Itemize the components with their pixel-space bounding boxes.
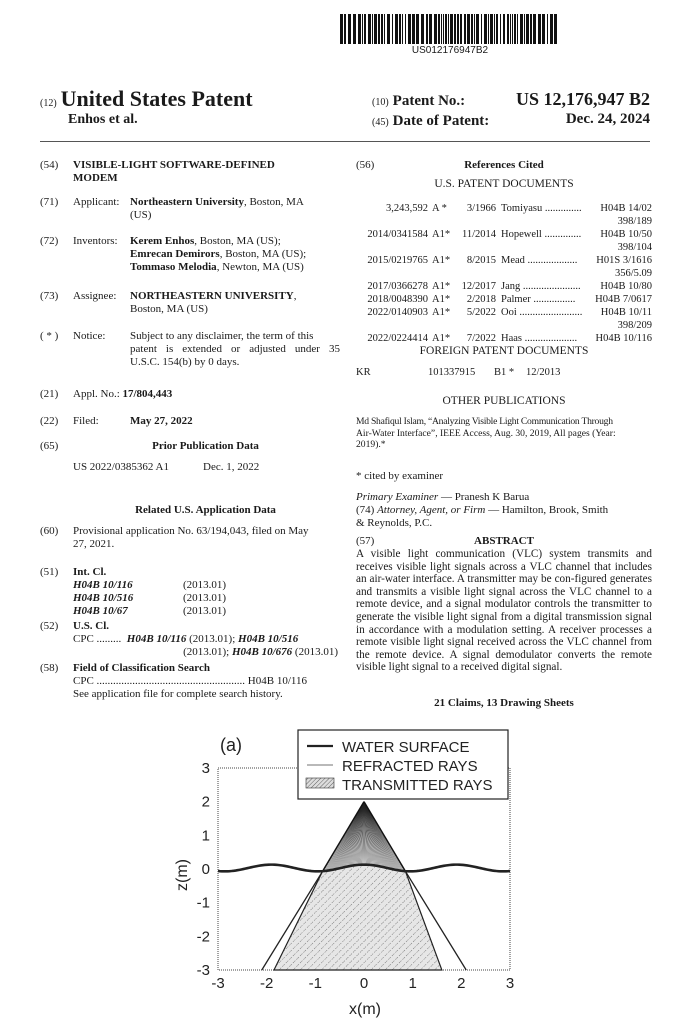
us-doc-number: 3,243,592 [386,203,428,214]
inventor-name: Tommaso Melodia [130,261,217,273]
us-cl-code: (52) [40,620,59,632]
us-doc-date: 11/2014 [461,229,496,240]
x-tick-label: -2 [259,975,274,992]
filed-label: Filed: [73,415,99,427]
us-cl-label: U.S. Cl. [73,620,110,632]
y-tick-label: 1 [201,827,210,845]
y-tick-label: 2 [201,793,210,811]
other-publication [356,416,656,451]
us-patent-doc-row [356,280,656,294]
transmitted-rays-region [274,865,442,970]
assignee-name: NORTHEASTERN UNIVERSITY [130,290,294,302]
x-tick-label: 0 [359,975,369,992]
us-cl-class: H04B 10/116 [126,633,187,645]
y-tick-label: -2 [196,928,210,946]
us-patent-doc-subclass-row [356,241,656,255]
us-doc-date: 5/2022 [466,307,496,318]
int-cl-class: H04B 10/116 [73,579,133,591]
us-doc-date: 8/2015 [466,255,496,266]
legend-transmitted-rays-swatch [306,778,334,788]
int-cl-version: (2013.01) [183,605,227,617]
foreign-kind: B1 * [494,367,515,378]
us-doc-kind: A1* [432,333,451,344]
inventor-location: , Newton, MA (US) [216,261,304,273]
int-cl-version: (2013.01) [183,579,227,591]
foreign-number: 101337915 [428,367,476,378]
appl-no-label: Appl. No.: [73,388,120,400]
us-patent-doc-row [356,306,656,320]
barcode-image [340,14,558,44]
us-doc-subclass: 398/189 [617,216,652,227]
int-cl-item [73,592,273,605]
us-doc-class: H04B 10/50 [600,229,652,240]
invention-title [73,159,333,185]
applicant-name: Northeastern University [130,196,244,208]
int-cl-code: (51) [40,566,59,578]
appl-code: (21) [40,388,59,400]
us-doc-number: 2015/0219765 [367,255,428,266]
notice-text [130,330,340,369]
date-label: Date of Patent: [392,113,490,129]
inventor-item [130,235,340,248]
attorney-name-cont: & Reynolds, P.C. [356,517,433,529]
patent-no-code: (10) [372,97,389,108]
assignee-location: Boston, MA (US) [130,303,208,315]
us-doc-number: 2014/0341584 [367,229,428,240]
us-doc-class: H04B 10/116 [595,333,652,344]
inventor-item [130,248,340,261]
examiner-label: Primary Examiner [356,491,439,503]
assignee-label: Assignee: [73,290,117,302]
other-publication-line: Md Shafiqul Islam, “Analyzing Visible Light Communication Through [356,416,613,427]
inventor-name: Emrecan Demirors [130,248,220,260]
us-patent-doc-subclass-row [356,215,656,229]
invention-title-line2: MODEM [73,172,118,184]
us-doc-class: H04B 10/80 [600,281,652,292]
us-doc-date: 12/2017 [461,281,496,292]
primary-examiner [356,491,529,504]
figure-a [170,725,530,1020]
us-doc-kind: A1* [432,281,451,292]
us-patent-doc-row [356,293,656,307]
provisional-line: 27, 2021. [73,538,115,550]
us-doc-inventor: Ooi ........................ [501,307,583,318]
us-docs-heading: U.S. PATENT DOCUMENTS [434,178,574,190]
us-doc-subclass: 356/5.09 [614,268,652,279]
date-of-patent: Dec. 24, 2024 [565,111,650,127]
references-heading: References Cited [464,159,544,171]
patent-number: US 12,176,947 B2 [515,89,650,109]
x-tick-label: -1 [308,975,323,992]
notice-line: patent is extended or adjusted under 35 [130,343,340,355]
abstract-code: (57) [356,535,375,547]
us-doc-number: 2018/0048390 [367,294,428,305]
notice-code: ( * ) [40,330,59,342]
patent-no-label: Patent No.: [392,93,466,109]
inventor-location: , Boston, MA (US); [194,235,281,247]
us-doc-kind: A * [432,203,447,214]
legend-transmitted-rays: TRANSMITTED RAYS [342,777,493,794]
us-patent-doc-row [356,202,656,216]
assignee [130,290,340,316]
y-tick-label: 0 [201,861,210,878]
us-patent-doc-row [356,228,656,242]
appl-no-value: 17/804,443 [122,388,173,400]
us-cl-class: H04B 10/516 [238,633,299,645]
patent-title-header: United States Patent [60,86,253,111]
int-cl-version: (2013.01) [183,592,227,604]
y-tick-label: 3 [201,760,210,777]
us-doc-date: 3/1966 [466,203,496,214]
us-doc-number: 2017/0366278 [367,281,428,292]
other-publication-line: Air-Water Interface”, IEEE Access, Aug. 30, 2019, All pages (Year: [356,427,616,439]
x-tick-label: 2 [457,975,466,992]
us-doc-inventor: Palmer ................ [501,294,576,305]
attorney-code: (74) [356,504,378,516]
legend-water-surface: WATER SURFACE [342,739,470,756]
int-cl-class: H04B 10/67 [73,605,128,617]
int-cl-item [73,579,273,592]
header-divider [40,141,650,142]
patent-type-header [40,86,253,112]
assignee-code: (73) [40,290,59,302]
references-code: (56) [356,159,375,171]
applicant-code: (71) [40,196,59,208]
assignee-comma: , [293,290,297,302]
prior-pub-date: Dec. 1, 2022 [203,461,260,473]
us-patent-doc-row [356,254,656,268]
prior-pub-heading: Prior Publication Data [152,440,259,452]
x-tick-label: 3 [505,975,515,992]
other-publications-heading: OTHER PUBLICATIONS [442,395,566,407]
x-tick-label: 1 [408,975,417,992]
us-cl-version: (2013.01) [292,646,338,658]
us-doc-class: H04B 7/0617 [595,294,652,305]
field-search-label: Field of Classification Search [73,662,210,674]
notice-line: Subject to any disclaimer, the term of this [130,330,314,342]
us-doc-kind: A1* [432,294,451,305]
applicant-country: (US) [130,209,152,221]
y-tick-label: -3 [196,962,210,979]
us-doc-inventor: Jang ...................... [501,281,581,292]
inventors-code: (72) [40,235,59,247]
us-doc-number: 2022/0140903 [367,307,428,318]
filed-date: May 27, 2022 [130,415,193,427]
foreign-date: 12/2013 [526,367,561,378]
us-doc-date: 7/2022 [466,333,496,344]
us-doc-date: 2/2018 [466,294,496,305]
provisional-line: Provisional application No. 63/194,043, filed on May [73,525,309,537]
notice-line: U.S.C. 154(b) by 0 days. [130,356,240,368]
legend [298,730,508,799]
us-doc-kind: A1* [432,255,451,266]
us-patent-doc-row [356,332,656,346]
prior-pub-code: (65) [40,440,59,452]
us-cl-class: H04B 10/676 [231,646,293,658]
us-cl-cpc [73,633,338,659]
field-search-cpc: CPC ...................................................... H04B 10/116 [73,675,307,687]
inventor-name: Kerem Enhos [130,235,195,247]
field-search-note: See application file for complete search history. [73,688,283,700]
appl-no [73,388,172,401]
inventor-item [130,261,340,274]
x-axis-label: x(m) [349,1001,381,1018]
attorney [356,504,656,530]
panel-label: (a) [220,735,242,755]
foreign-docs-heading: FOREIGN PATENT DOCUMENTS [419,345,589,357]
inventor-location: , Boston, MA (US); [219,248,307,260]
us-doc-inventor: Tomiyasu .............. [501,203,582,214]
us-doc-subclass: 398/104 [617,242,652,253]
authors: Enhos et al. [68,112,138,127]
barcode-number: US012176947B2 [411,45,489,56]
us-cl-cpc-label: CPC ......... [73,633,122,645]
int-cl-class: H04B 10/516 [73,592,134,604]
applicant-location: , Boston, MA [243,196,304,208]
int-cl-list [73,579,273,618]
y-tick-label: -1 [196,894,210,912]
applicant [130,196,340,222]
prior-pub-number: US 2022/0385362 A1 [73,461,169,473]
us-doc-class: H01S 3/1616 [596,255,652,266]
attorney-name: — Hamilton, Brook, Smith [485,504,609,516]
us-doc-class: H04B 10/11 [600,307,652,318]
date-row [372,112,489,130]
legend-refracted-rays: REFRACTED RAYS [342,758,478,775]
us-doc-inventor: Haas .................... [501,333,578,344]
us-cl-version: (2013.01); [183,646,232,658]
attorney-label: Attorney, Agent, or Firm [377,504,486,516]
claims-summary: 21 Claims, 13 Drawing Sheets [434,697,574,709]
abstract-heading: ABSTRACT [474,535,534,547]
applicant-label: Applicant: [73,196,120,208]
patent-number-row [372,92,465,110]
int-cl-label: Int. Cl. [73,566,107,578]
us-doc-number: 2022/0224414 [367,333,428,344]
us-doc-kind: A1* [432,307,451,318]
field-search-code: (58) [40,662,59,674]
foreign-country: KR [356,367,371,378]
us-patent-doc-subclass-row [356,267,656,281]
us-doc-class: H04B 14/02 [600,203,652,214]
int-cl-item [73,605,273,618]
invention-title-line1: VISIBLE-LIGHT SOFTWARE-DEFINED [73,159,275,171]
us-doc-inventor: Hopewell .............. [501,229,582,240]
cited-by-examiner-note: * cited by examiner [356,470,444,482]
us-doc-kind: A1* [432,229,451,240]
provisional-application [73,525,343,551]
date-code: (45) [372,117,389,128]
abstract-text: A visible light communication (VLC) system transmits and receives visible light signals across a VLC channel that includes an air-water interface. A transmitter may be con-figured generates and transmits a visible light signal across the VLC channel to a remote device, and a signal modulator controls the transmitter to generate the visible light signal from a digital transmission signal in accordance with a modulation setting. A receiver processes a remote visible light signal received across the VLC channel from the remote device. A signal demodulator converts the remote visible light signal to a received digital signal. [356,548,652,674]
provisional-code: (60) [40,525,59,537]
us-doc-inventor: Mead ................... [501,255,578,266]
kind-code-label: (12) [40,98,57,109]
title-code: (54) [40,159,59,171]
y-axis-label: z(m) [174,859,191,891]
examiner-name: — Pranesh K Barua [438,491,530,503]
other-publication-line: 2019).* [356,439,386,450]
notice-label: Notice: [73,330,106,342]
x-tick-label: -3 [211,975,225,992]
related-data-heading: Related U.S. Application Data [135,504,276,516]
foreign-doc-row [356,366,656,380]
inventors-label: Inventors: [73,235,118,247]
us-cl-version: (2013.01); [186,633,239,645]
filed-code: (22) [40,415,59,427]
us-doc-subclass: 398/209 [617,320,652,331]
us-patent-doc-subclass-row [356,319,656,333]
inventors-list [130,235,340,274]
